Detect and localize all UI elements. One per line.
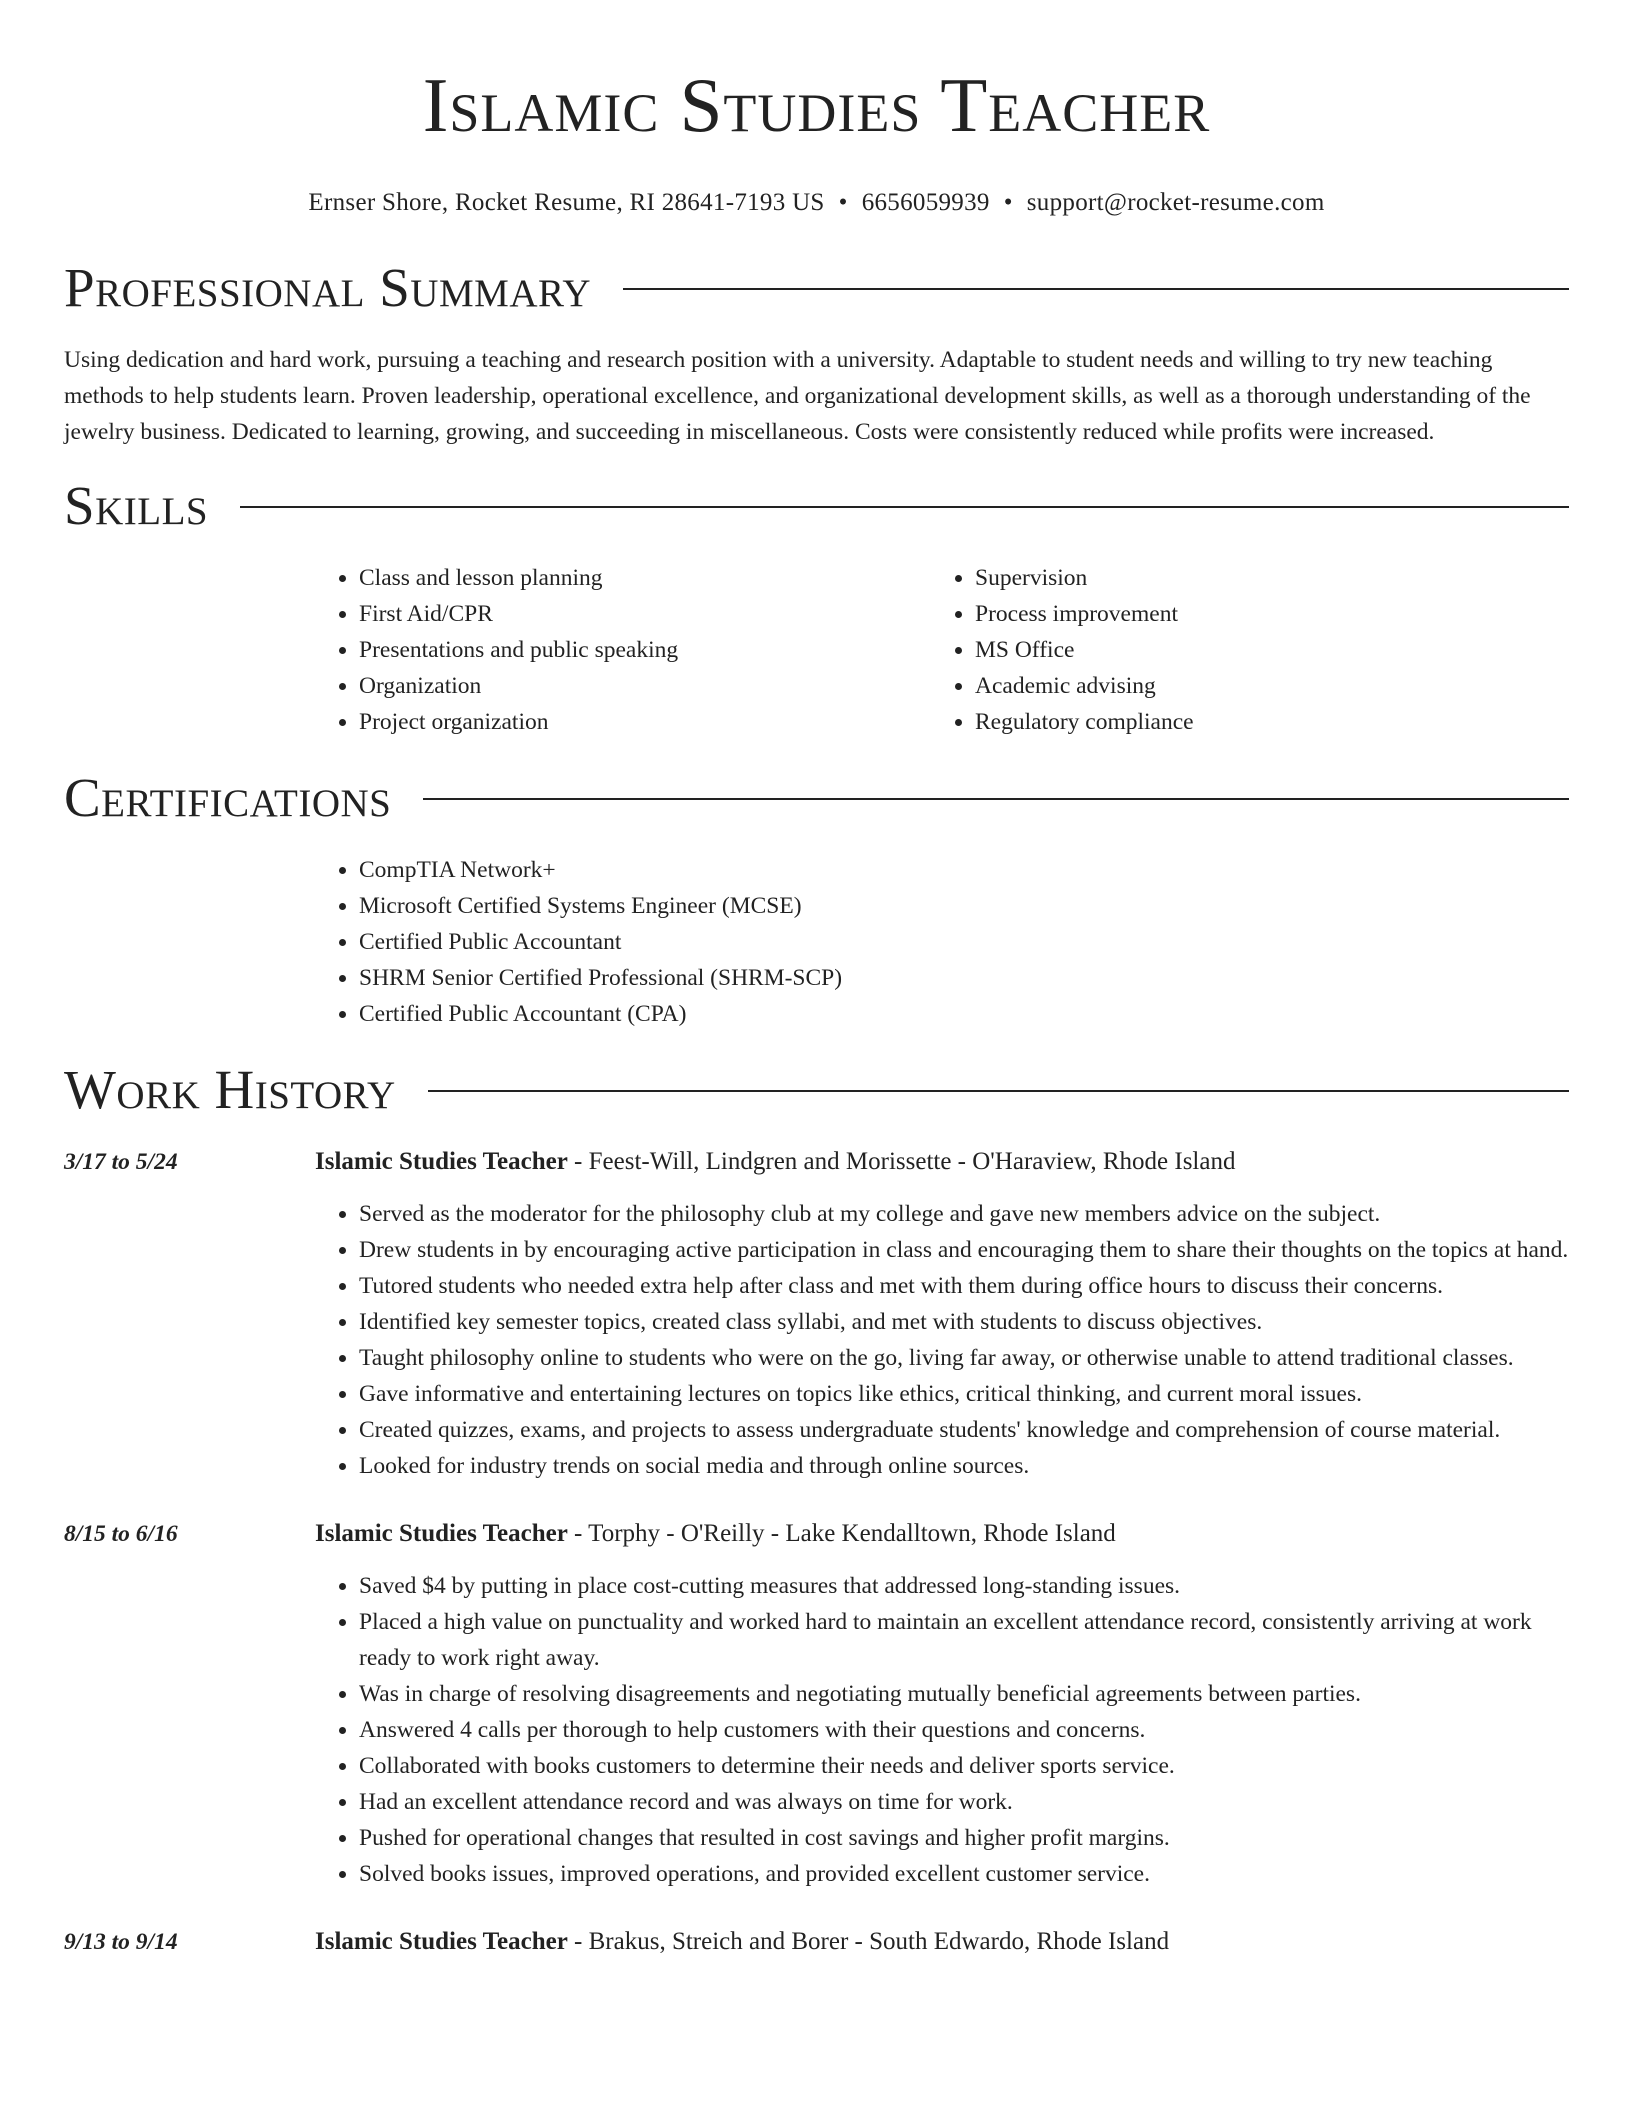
skills-column-left	[315, 560, 931, 740]
job-bullet: • Created quizzes, exams, and projects to assess undergraduate students' knowledge and comprehension of course material.	[359, 1412, 1569, 1448]
job-bullet: • Drew students in by encouraging active participation in class and encouraging them to share their thoughts on the topics at hand.	[359, 1232, 1569, 1268]
skill-item: • MS Office	[975, 632, 1547, 668]
job-bullet: • Gave informative and entertaining lectures on topics like ethics, critical thinking, and current moral issues.	[359, 1376, 1569, 1412]
job-role: Islamic Studies Teacher	[315, 1520, 568, 1547]
job-dates: 8/15 to 6/16	[64, 1521, 178, 1547]
certifications-list-wrap	[315, 852, 1569, 1032]
skill-item: • Presentations and public speaking	[359, 632, 931, 668]
skills-heading-row	[64, 474, 1569, 538]
job-bullet: • Served as the moderator for the philosophy club at my college and gave new members advice on the subject.	[359, 1196, 1569, 1232]
job-role: Islamic Studies Teacher	[315, 1148, 568, 1175]
job-employer: - Brakus, Streich and Borer - South Edwardo, Rhode Island	[567, 1928, 1170, 1955]
job-bullets-wrap	[315, 1196, 1569, 1484]
certification-item: • CompTIA Network+	[359, 852, 1569, 888]
skills-list-right	[931, 560, 1547, 740]
job-bullet: • Answered 4 calls per thorough to help customers with their questions and concerns.	[359, 1712, 1569, 1748]
job-bullets	[315, 1568, 1569, 1892]
section-divider	[428, 1090, 1569, 1092]
summary-section	[64, 256, 1569, 450]
certification-item: • Microsoft Certified Systems Engineer (MCSE)	[359, 888, 1569, 924]
job-dates: 9/13 to 9/14	[64, 1929, 178, 1955]
certifications-section	[64, 766, 1569, 1032]
skills-list-left	[315, 560, 931, 740]
job-entry	[64, 1516, 1569, 1892]
job-headline	[315, 1924, 1169, 1960]
job-employer: - Feest-Will, Lindgren and Morissette - O'Haraview, Rhode Island	[567, 1148, 1236, 1175]
skill-item: • Regulatory compliance	[975, 704, 1547, 740]
skills-section	[64, 474, 1569, 740]
summary-heading-row	[64, 256, 1569, 320]
job-bullet: • Tutored students who needed extra help after class and met with them during office hours to discuss their concerns.	[359, 1268, 1569, 1304]
skill-item: • Academic advising	[975, 668, 1547, 704]
job-bullet: • Collaborated with books customers to determine their needs and deliver sports service.	[359, 1748, 1569, 1784]
contact-email: support@rocket-resume.com	[1026, 189, 1325, 216]
certifications-heading: Certifications	[64, 767, 392, 828]
job-bullet: • Pushed for operational changes that resulted in cost savings and higher profit margins.	[359, 1820, 1569, 1856]
job-bullet: • Solved books issues, improved operations, and provided excellent customer service.	[359, 1856, 1569, 1892]
job-bullet: • Looked for industry trends on social media and through online sources.	[359, 1448, 1569, 1484]
skill-item: • Class and lesson planning	[359, 560, 931, 596]
work-history-section	[64, 1058, 1569, 1960]
resume-title: Islamic Studies Teacher	[422, 62, 1211, 148]
job-dates: 3/17 to 5/24	[64, 1149, 178, 1175]
contact-address: Ernser Shore, Rocket Resume, RI 28641-7193 US	[308, 189, 825, 216]
job-header	[64, 1924, 1569, 1960]
job-bullet: • Identified key semester topics, created class syllabi, and met with students to discuss objectives.	[359, 1304, 1569, 1340]
skill-item: • First Aid/CPR	[359, 596, 931, 632]
job-bullet: • Was in charge of resolving disagreements and negotiating mutually beneficial agreements between parties.	[359, 1676, 1569, 1712]
work-history-heading: Work History	[64, 1059, 396, 1120]
skill-item: • Organization	[359, 668, 931, 704]
section-divider	[240, 506, 1569, 508]
contact-phone: 6656059939	[861, 189, 990, 216]
contact-separator: •	[1003, 189, 1013, 216]
certification-item: • SHRM Senior Certified Professional (SHRM-SCP)	[359, 960, 1569, 996]
section-divider	[623, 288, 1569, 290]
job-bullet: • Had an excellent attendance record and was always on time for work.	[359, 1784, 1569, 1820]
summary-text: Using dedication and hard work, pursuing a teaching and research position with a university. Adaptable to student needs and willing to try new teaching methods to help students learn. Proven leadership, operational excellence, and organizational development skills, as well as a thorough understanding of the jewelry business. Dedicated to learning, growing, and succeeding in miscellaneous. Costs were consistently reduced while profits were increased.	[64, 347, 1531, 445]
skills-heading: Skills	[64, 475, 209, 536]
skills-grid	[315, 560, 1569, 740]
skills-column-right	[931, 560, 1547, 740]
job-headline	[315, 1516, 1116, 1552]
certifications-list	[315, 852, 1569, 1032]
work-history-heading-row	[64, 1058, 1569, 1122]
skill-item: • Process improvement	[975, 596, 1547, 632]
job-entry	[64, 1144, 1569, 1484]
job-bullets-wrap	[315, 1568, 1569, 1892]
job-bullet: • Placed a high value on punctuality and worked hard to maintain an excellent attendance record, consistently arriving at work ready to work right away.	[359, 1604, 1569, 1676]
job-headline	[315, 1144, 1235, 1180]
summary-heading: Professional Summary	[64, 257, 592, 318]
certification-item: • Certified Public Accountant (CPA)	[359, 996, 1569, 1032]
section-divider	[423, 798, 1569, 800]
job-bullet: • Taught philosophy online to students who were on the go, living far away, or otherwise unable to attend traditional classes.	[359, 1340, 1569, 1376]
job-employer: - Torphy - O'Reilly - Lake Kendalltown, Rhode Island	[567, 1520, 1116, 1547]
job-header	[64, 1516, 1569, 1552]
job-role: Islamic Studies Teacher	[315, 1928, 568, 1955]
skill-item: • Supervision	[975, 560, 1547, 596]
job-header	[64, 1144, 1569, 1180]
certification-item: • Certified Public Accountant	[359, 924, 1569, 960]
skill-item: • Project organization	[359, 704, 931, 740]
job-bullets	[315, 1196, 1569, 1484]
contact-separator: •	[838, 189, 848, 216]
job-bullet: • Saved $4 by putting in place cost-cutting measures that addressed long-standing issues.	[359, 1568, 1569, 1604]
contact-line	[64, 188, 1569, 218]
job-entry	[64, 1924, 1569, 1960]
certifications-heading-row	[64, 766, 1569, 830]
